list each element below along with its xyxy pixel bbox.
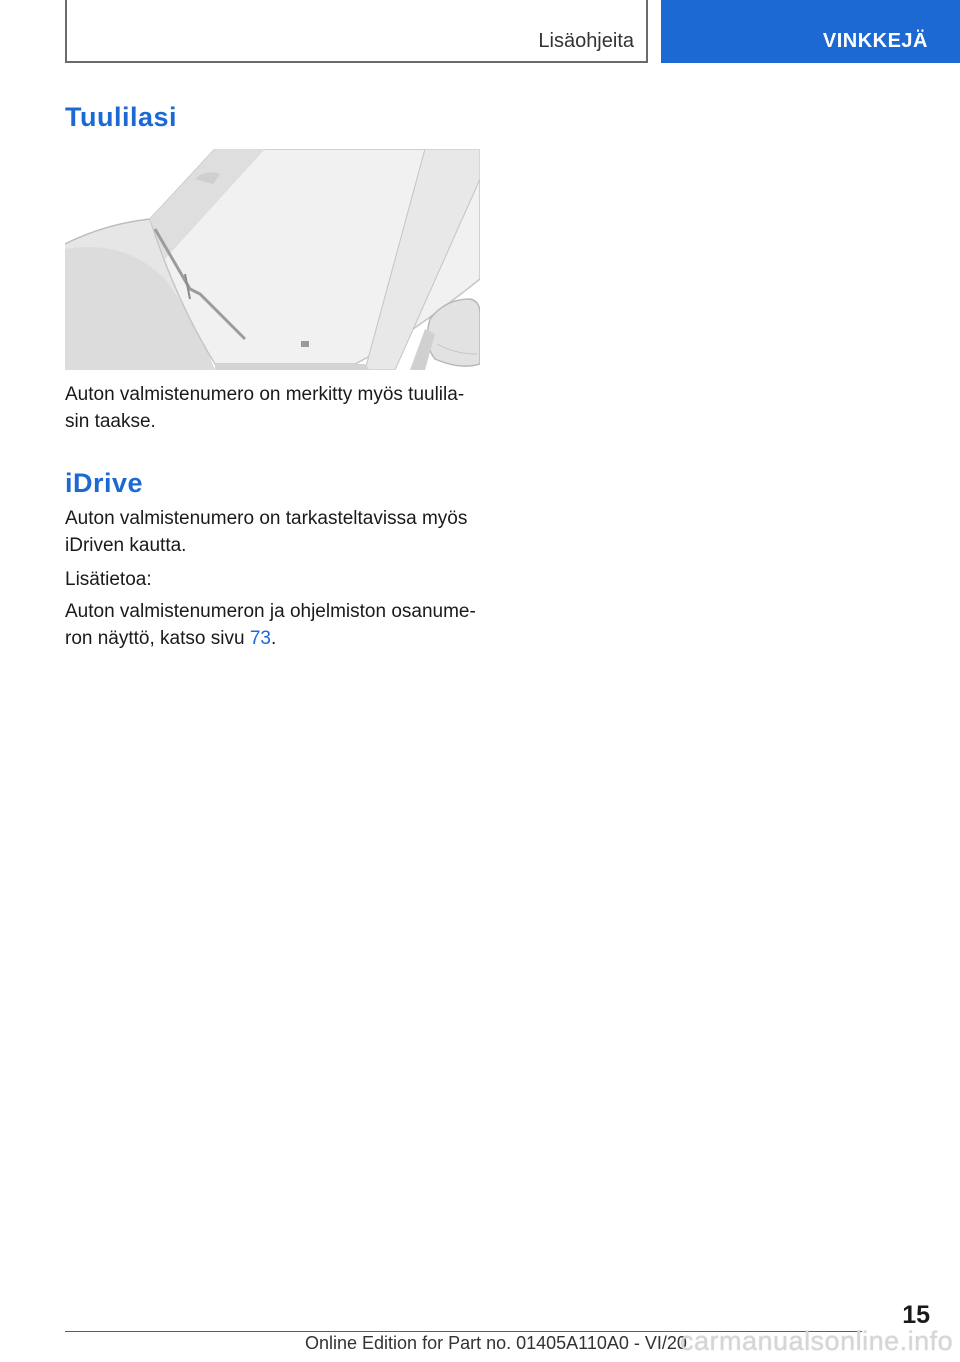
windshield-caption-line1: Auton valmistenumero on merkitty myös tuulila- (65, 384, 465, 405)
page-number: 15 (902, 1301, 930, 1329)
windshield-illustration (65, 149, 480, 370)
header-chapter-tab[interactable] (661, 0, 960, 63)
more-info-end: . (270, 628, 277, 649)
idrive-paragraph (65, 505, 485, 559)
windshield-caption (65, 381, 485, 435)
more-info-paragraph (65, 598, 485, 652)
idrive-paragraph-line2: iDriven kautta. (65, 535, 187, 556)
section-heading-windshield: Tuulilasi (65, 102, 178, 132)
header-section-box (65, 0, 648, 63)
more-info-line1: Auton valmistenumeron ja ohjelmiston osanume- (65, 601, 476, 622)
more-info-label: Lisätietoa: (65, 569, 152, 590)
section-heading-idrive: iDrive (65, 468, 144, 498)
windshield-caption-line2: sin taakse. (65, 411, 156, 432)
page-reference-link[interactable]: 73 (249, 628, 271, 649)
watermark: carmanualsonline.info (680, 1326, 954, 1356)
header-chapter-label: VINKKEJÄ (822, 30, 928, 52)
idrive-paragraph-line1: Auton valmistenumero on tarkasteltavissa myös (65, 508, 468, 529)
header-section-label: Lisäohjeita (538, 30, 634, 52)
more-info-line2: ron näyttö, katso sivu (65, 628, 250, 649)
footer-edition-text: Online Edition for Part no. 01405A110A0 - VI/20 (305, 1333, 687, 1353)
